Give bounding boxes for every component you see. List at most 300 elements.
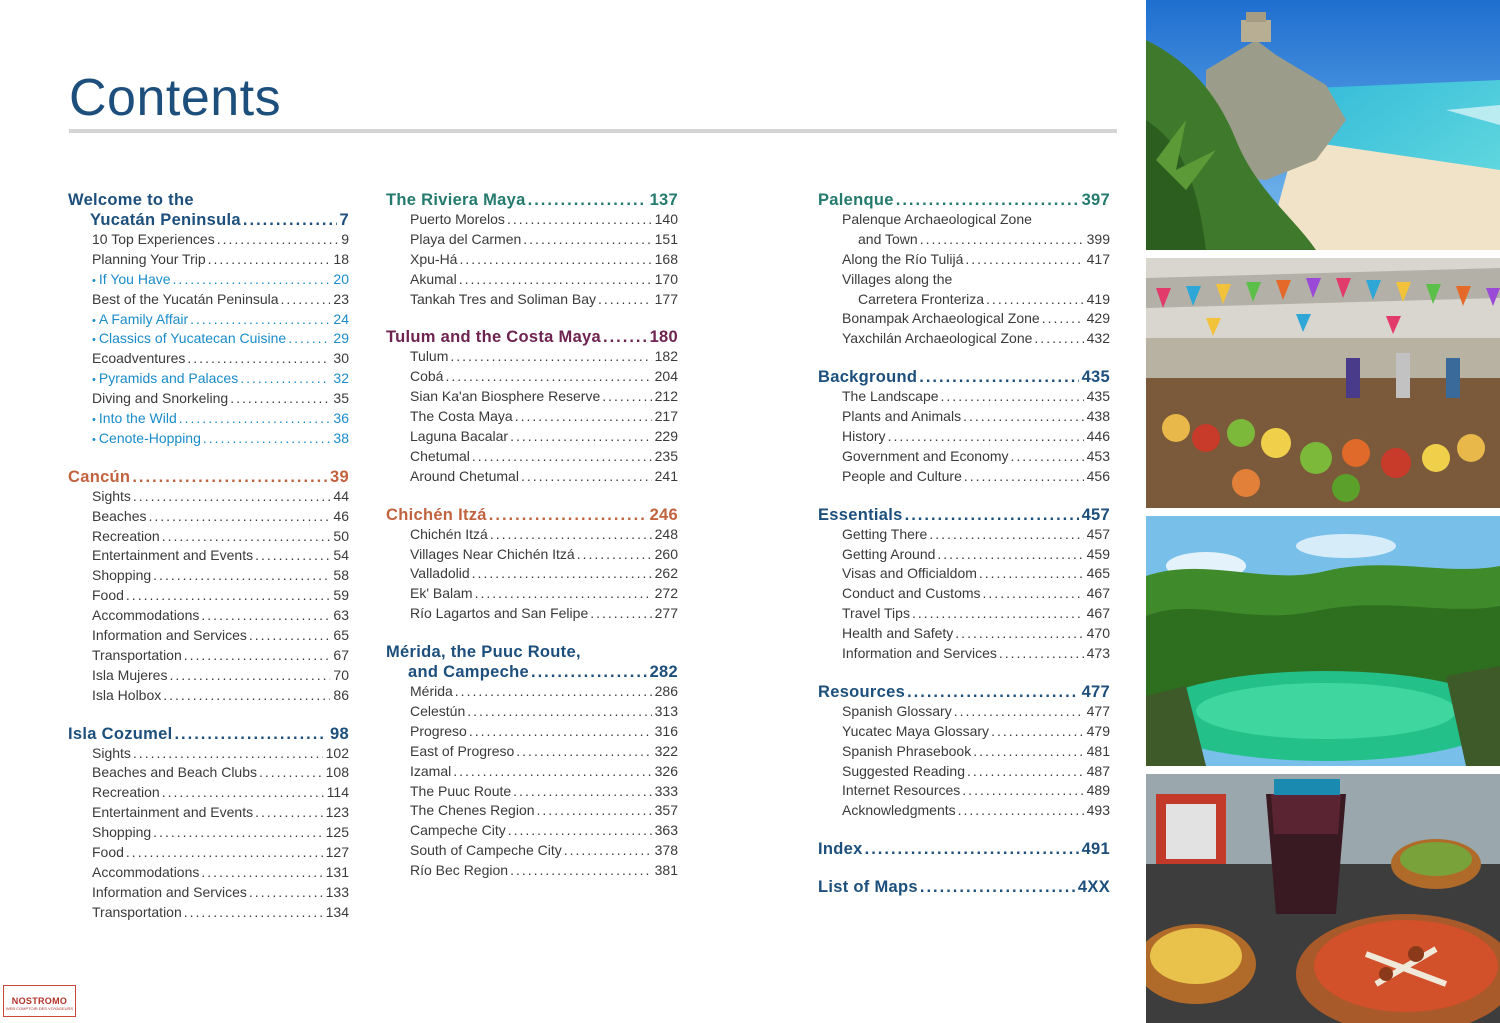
entry-label: Izamal [410, 762, 452, 779]
entry-page-number: 54 [333, 547, 349, 564]
toc-entry[interactable] [818, 448, 1110, 468]
toc-entry[interactable] [68, 864, 349, 884]
leader-dots [450, 348, 651, 364]
leader-dots [999, 645, 1084, 661]
entry-page-number: 217 [654, 408, 678, 425]
toc-section-background [818, 368, 1110, 487]
entry-label: Information and Services [92, 627, 247, 644]
leader-dots [537, 802, 652, 818]
toc-entry[interactable] [818, 468, 1110, 488]
toc-section-list-of-maps [818, 878, 1110, 898]
toc-entry[interactable] [386, 251, 678, 271]
toc-entry[interactable] [818, 330, 1110, 350]
toc-entry[interactable] [68, 311, 349, 331]
leader-dots [163, 687, 330, 703]
section-heading[interactable] [818, 840, 1110, 860]
toc-entry[interactable] [68, 687, 349, 707]
leader-dots [174, 725, 327, 744]
section-heading[interactable] [818, 506, 1110, 526]
leader-dots [1042, 310, 1084, 326]
section-heading-line[interactable] [68, 191, 349, 211]
section-page-number: 435 [1081, 368, 1110, 387]
entry-label: The Puuc Route [410, 782, 512, 799]
entry-label: Laguna Bacalar [410, 428, 509, 445]
toc-entry[interactable] [818, 310, 1110, 330]
toc-entry[interactable] [386, 783, 678, 803]
leader-dots [967, 763, 1084, 779]
leader-dots [531, 663, 647, 682]
leader-dots [937, 546, 1083, 562]
leader-dots [963, 408, 1084, 424]
toc-entry[interactable] [386, 683, 678, 703]
leader-dots [920, 878, 1075, 897]
toc-entry[interactable] [68, 804, 349, 824]
section-heading[interactable] [386, 663, 678, 683]
toc-entry[interactable] [818, 428, 1110, 448]
entry-label: The Landscape [842, 388, 939, 405]
entry-page-number: 50 [333, 527, 349, 544]
leader-dots [603, 328, 647, 347]
entry-page-number: 20 [333, 270, 349, 287]
entry-label: Transportation [92, 903, 182, 920]
toc-entry[interactable] [818, 526, 1110, 546]
entry-label: Xpu-Há [410, 250, 458, 267]
entry-label: Shopping [92, 567, 152, 584]
entry-label: Along the Río Tulijá [842, 250, 964, 267]
leader-dots [507, 211, 652, 227]
tulum-beach-photo [1146, 0, 1500, 250]
section-page-number: 457 [1081, 505, 1110, 524]
entry-label: People and Culture [842, 467, 962, 484]
section-title: Essentials [818, 505, 903, 524]
toc-entry[interactable] [68, 547, 349, 567]
toc-entry[interactable] [386, 605, 678, 625]
entry-page-number: 487 [1086, 762, 1110, 779]
toc-entry[interactable] [68, 587, 349, 607]
entry-page-number: 182 [654, 348, 678, 365]
section-title: Cancún [68, 467, 131, 486]
section-page-number: 39 [330, 467, 349, 486]
section-heading[interactable] [818, 878, 1110, 898]
entry-label: Río Bec Region [410, 862, 509, 879]
toc-entry[interactable] [68, 508, 349, 528]
leader-dots [510, 428, 652, 444]
entry-label: Isla Holbox [92, 686, 162, 703]
toc-entry[interactable] [386, 388, 678, 408]
toc-entry[interactable] [386, 565, 678, 585]
leader-dots [955, 625, 1083, 641]
leader-dots [991, 723, 1084, 739]
entry-label: Chichén Itzá [410, 525, 488, 542]
toc-entry[interactable] [68, 251, 349, 271]
toc-entry[interactable] [818, 743, 1110, 763]
entry-label: Cobá [410, 368, 444, 385]
section-title: and Campeche [408, 663, 529, 682]
section-title: Palenque [818, 191, 894, 209]
section-heading[interactable] [386, 191, 678, 211]
leader-dots [979, 565, 1084, 581]
toc-entry[interactable] [68, 667, 349, 687]
entry-label: East of Progreso [410, 742, 515, 759]
toc-entry[interactable] [818, 231, 1110, 251]
toc-entry[interactable] [68, 330, 349, 350]
entry-label: Carretera Fronteriza [858, 290, 985, 307]
toc-entry[interactable] [386, 585, 678, 605]
leader-dots [528, 191, 647, 210]
toc-entry[interactable] [386, 291, 678, 311]
leader-dots [577, 546, 652, 562]
toc-entry[interactable] [818, 723, 1110, 743]
toc-entry[interactable] [386, 842, 678, 862]
toc-entry[interactable] [68, 745, 349, 765]
toc-entry[interactable] [68, 764, 349, 784]
leader-dots [162, 528, 331, 544]
toc-entry[interactable] [68, 488, 349, 508]
leader-dots [453, 763, 651, 779]
entry-label: Food [92, 587, 124, 604]
section-heading[interactable] [818, 368, 1110, 388]
stamp-text: NOSTROMO [11, 996, 68, 1006]
toc-entry[interactable] [386, 546, 678, 566]
entry-page-number: 204 [654, 368, 678, 385]
entry-page-number: 262 [654, 565, 678, 582]
entry-label: Plants and Animals [842, 408, 962, 425]
leader-dots [490, 526, 652, 542]
section-title: Mérida, the Puuc Route, [386, 643, 581, 662]
toc-entry[interactable] [386, 723, 678, 743]
entry-label: Conduct and Customs [842, 585, 981, 602]
section-heading[interactable] [68, 468, 349, 488]
entry-label: • Into the Wild [92, 410, 177, 426]
section-title: Index [818, 840, 863, 859]
leader-dots [508, 822, 652, 838]
entry-label: Entertainment and Events [92, 804, 254, 821]
toc-entry[interactable] [818, 565, 1110, 585]
toc-entry[interactable] [386, 703, 678, 723]
leader-dots [162, 784, 324, 800]
entry-label: Recreation [92, 784, 160, 801]
leader-dots [472, 565, 652, 581]
leader-dots [190, 311, 330, 327]
section-title: Background [818, 368, 918, 387]
toc-entry[interactable] [818, 782, 1110, 802]
leader-dots [179, 410, 331, 426]
toc-entry-line[interactable] [818, 271, 1110, 291]
entry-page-number: 229 [654, 428, 678, 445]
entry-label: Travel Tips [842, 605, 910, 622]
entry-page-number: 102 [325, 744, 349, 761]
entry-page-number: 127 [325, 844, 349, 861]
entry-label: Spanish Phrasebook [842, 742, 972, 759]
page-title: Contents [69, 69, 282, 127]
entry-page-number: 429 [1086, 310, 1110, 327]
leader-dots [954, 703, 1084, 719]
leader-dots [455, 683, 652, 699]
leader-dots [259, 764, 323, 780]
entry-label: • A Family Affair [92, 311, 188, 327]
entry-page-number: 65 [333, 627, 349, 644]
section-heading-line[interactable] [386, 643, 678, 663]
entry-label: Spanish Glossary [842, 702, 952, 719]
entry-label: • Pyramids and Palaces [92, 370, 238, 386]
toc-entry[interactable] [818, 802, 1110, 822]
entry-page-number: 381 [654, 862, 678, 879]
entry-page-number: 493 [1086, 802, 1110, 819]
leader-dots [896, 191, 1079, 210]
entry-label: Tulum [410, 348, 449, 365]
section-title: Tulum and the Costa Maya [386, 328, 602, 347]
leader-dots [126, 587, 331, 603]
toc-section-resources [818, 683, 1110, 822]
entry-label: Accommodations [92, 863, 200, 880]
leader-dots [515, 408, 652, 424]
leader-dots [132, 468, 327, 487]
entry-page-number: 23 [333, 290, 349, 307]
entry-page-number: 58 [333, 567, 349, 584]
toc-entry[interactable] [68, 627, 349, 647]
entry-label: Ecoadventures [92, 350, 186, 367]
leader-dots [510, 862, 652, 878]
toc-entry[interactable] [68, 410, 349, 430]
toc-section-tulum-and-the-costa-maya [386, 328, 678, 487]
entry-label: Villages Near Chichén Itzá [410, 545, 575, 562]
entry-label: Around Chetumal [410, 467, 519, 484]
leader-dots [912, 605, 1084, 621]
entry-label: Akumal [410, 270, 457, 287]
toc-entry[interactable] [818, 408, 1110, 428]
toc-entry[interactable] [386, 231, 678, 251]
leader-dots [475, 585, 652, 601]
entry-page-number: 123 [325, 804, 349, 821]
entry-page-number: 326 [654, 762, 678, 779]
toc-section-palenque [818, 191, 1110, 350]
leader-dots [240, 370, 330, 386]
leader-dots [208, 251, 331, 267]
toc-entry[interactable] [818, 546, 1110, 566]
stamp-subtext: WEB COMPTOIR DES VOYAGEURS [5, 1006, 74, 1011]
toc-entry[interactable] [818, 625, 1110, 645]
entry-page-number: 316 [654, 722, 678, 739]
leader-dots [153, 824, 322, 840]
toc-entry[interactable] [68, 844, 349, 864]
section-title: Isla Cozumel [68, 724, 173, 743]
section-heading[interactable] [386, 328, 678, 348]
entry-page-number: 59 [333, 587, 349, 604]
section-heading[interactable] [68, 211, 349, 231]
toc-entry[interactable] [68, 647, 349, 667]
leader-dots [173, 271, 331, 287]
toc-column-3 [818, 191, 1110, 916]
entry-page-number: 453 [1086, 447, 1110, 464]
section-title: Resources [818, 682, 906, 701]
toc-entry[interactable] [386, 526, 678, 546]
leader-dots [516, 743, 651, 759]
entry-page-number: 272 [654, 585, 678, 602]
entry-page-number: 151 [654, 230, 678, 247]
entry-page-number: 435 [1086, 388, 1110, 405]
toc-entry[interactable] [386, 862, 678, 882]
entry-label: Acknowledgments [842, 802, 956, 819]
toc-entry[interactable] [68, 231, 349, 251]
toc-entry[interactable] [68, 291, 349, 311]
entry-page-number: 35 [333, 390, 349, 407]
section-page-number: 98 [330, 724, 349, 743]
entry-page-number: 459 [1086, 545, 1110, 562]
leader-dots [255, 804, 323, 820]
section-title: Chichén Itzá [386, 505, 487, 524]
entry-page-number: 108 [325, 764, 349, 781]
entry-label: • Classics of Yucatecan Cuisine [92, 330, 286, 346]
toc-section-index [818, 840, 1110, 860]
toc-entry[interactable] [386, 428, 678, 448]
entry-label: History [842, 428, 886, 445]
toc-entry[interactable] [818, 388, 1110, 408]
cenote-photo [1146, 516, 1500, 766]
toc-entry[interactable] [68, 390, 349, 410]
entry-label: Chetumal [410, 447, 470, 464]
leader-dots [489, 506, 647, 525]
leader-dots [184, 904, 323, 920]
toc-entry[interactable] [818, 251, 1110, 271]
leader-dots [459, 251, 651, 267]
leader-dots [590, 605, 651, 621]
section-title: Yucatán Peninsula [90, 211, 241, 229]
toc-entry[interactable] [386, 211, 678, 231]
toc-entry[interactable] [68, 271, 349, 291]
entry-page-number: 479 [1086, 722, 1110, 739]
toc-entry[interactable] [818, 703, 1110, 723]
entry-page-number: 44 [333, 487, 349, 504]
section-heading[interactable] [68, 725, 349, 745]
toc-entry[interactable] [386, 743, 678, 763]
entry-page-number: 18 [333, 250, 349, 267]
entry-label: Best of the Yucatán Peninsula [92, 290, 279, 307]
toc-entry[interactable] [68, 567, 349, 587]
entry-page-number: 24 [333, 310, 349, 327]
entry-page-number: 477 [1086, 702, 1110, 719]
section-page-number: 246 [649, 505, 678, 524]
entry-label: Recreation [92, 527, 160, 544]
toc-section-merida-the-puuc-route-and-campeche [386, 643, 678, 882]
entry-page-number: 235 [654, 447, 678, 464]
leader-dots [126, 844, 323, 860]
entry-page-number: 170 [654, 270, 678, 287]
entry-label: Food [92, 844, 124, 861]
entry-label: Yucatec Maya Glossary [842, 722, 990, 739]
entry-page-number: 277 [654, 605, 678, 622]
leader-dots [459, 271, 652, 287]
section-page-number: 477 [1081, 682, 1110, 701]
entry-page-number: 419 [1086, 290, 1110, 307]
entry-page-number: 248 [654, 525, 678, 542]
entry-page-number: 357 [654, 802, 678, 819]
section-page-number: 180 [649, 328, 678, 347]
toc-entry-line[interactable] [818, 211, 1110, 231]
entry-label: Suggested Reading [842, 762, 965, 779]
entry-page-number: 481 [1086, 742, 1110, 759]
toc-entry[interactable] [68, 784, 349, 804]
leader-dots [203, 430, 331, 446]
toc-entry[interactable] [68, 370, 349, 390]
entry-label: Accommodations [92, 607, 200, 624]
toc-entry[interactable] [818, 291, 1110, 311]
leader-dots [941, 388, 1084, 404]
entry-label: Puerto Morelos [410, 211, 505, 227]
toc-column-2 [386, 191, 678, 900]
entry-page-number: 473 [1086, 645, 1110, 662]
toc-entry[interactable] [68, 607, 349, 627]
entry-label: Information and Services [92, 883, 247, 900]
toc-entry[interactable] [68, 350, 349, 370]
entry-label: Valladolid [410, 565, 470, 582]
section-heading[interactable] [386, 506, 678, 526]
entry-page-number: 168 [654, 250, 678, 267]
toc-entry[interactable] [386, 468, 678, 488]
entry-label: Transportation [92, 646, 182, 663]
leader-dots [288, 330, 330, 346]
entry-page-number: 378 [654, 842, 678, 859]
toc-entry[interactable] [386, 271, 678, 291]
entry-label: Sian Ka'an Biosphere Reserve [410, 388, 601, 405]
toc-entry[interactable] [68, 884, 349, 904]
leader-dots [217, 231, 338, 247]
entry-page-number: 489 [1086, 782, 1110, 799]
section-heading[interactable] [818, 191, 1110, 211]
entry-page-number: 456 [1086, 467, 1110, 484]
entry-label: Getting Around [842, 545, 936, 562]
toc-entry[interactable] [386, 368, 678, 388]
entry-page-number: 177 [654, 290, 678, 307]
entry-page-number: 212 [654, 388, 678, 405]
entry-label: Diving and Snorkeling [92, 390, 229, 407]
entry-label: The Costa Maya [410, 408, 513, 425]
toc-entry[interactable] [68, 430, 349, 450]
leader-dots [905, 506, 1079, 525]
entry-label: Yaxchilán Archaeological Zone [842, 330, 1033, 347]
leader-dots [602, 388, 651, 404]
section-page-number: 4XX [1077, 878, 1110, 897]
toc-entry[interactable] [386, 348, 678, 368]
toc-section-isla-cozumel [68, 725, 349, 924]
toc-entry[interactable] [68, 824, 349, 844]
toc-entry[interactable] [386, 822, 678, 842]
entry-page-number: 465 [1086, 565, 1110, 582]
toc-entry[interactable] [818, 605, 1110, 625]
toc-entry[interactable] [818, 763, 1110, 783]
section-heading[interactable] [818, 683, 1110, 703]
entry-page-number: 131 [325, 863, 349, 880]
section-page-number: 491 [1081, 840, 1110, 859]
toc-entry[interactable] [818, 585, 1110, 605]
leader-dots [965, 251, 1083, 267]
leader-dots [1011, 448, 1084, 464]
toc-entry[interactable] [68, 904, 349, 924]
entry-label: Beaches [92, 507, 147, 524]
entry-page-number: 32 [333, 370, 349, 387]
entry-page-number: 322 [654, 742, 678, 759]
leader-dots [973, 743, 1083, 759]
entry-page-number: 114 [326, 784, 349, 801]
toc-entry[interactable] [386, 408, 678, 428]
toc-entry[interactable] [386, 448, 678, 468]
toc-entry[interactable] [68, 528, 349, 548]
leader-dots [907, 683, 1078, 702]
entry-label: Internet Resources [842, 782, 961, 799]
toc-entry[interactable] [386, 802, 678, 822]
toc-entry[interactable] [386, 763, 678, 783]
entry-label: Progreso [410, 722, 467, 739]
toc-entry[interactable] [818, 645, 1110, 665]
